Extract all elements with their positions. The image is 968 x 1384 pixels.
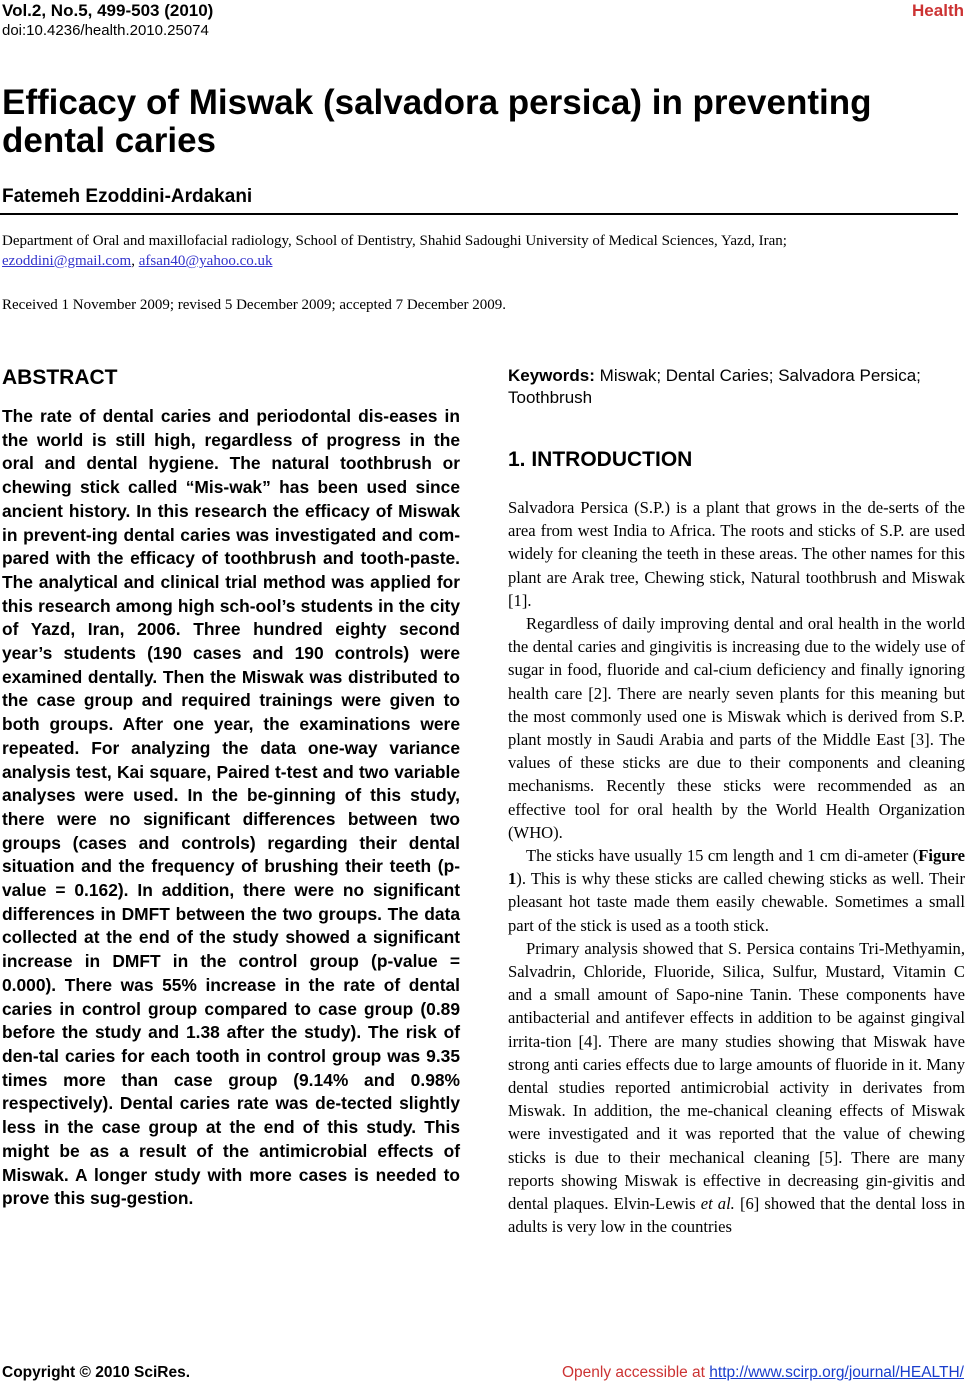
abstract-heading: ABSTRACT xyxy=(2,366,118,389)
volume-info: Vol.2, No.5, 499-503 (2010) xyxy=(2,1,214,20)
paragraph xyxy=(508,844,965,937)
introduction-body xyxy=(508,496,965,1239)
paragraph: Salvadora Persica (S.P.) is a plant that grows in the de-serts of the area from west India to Africa. The roots and sticks of S.P. are used widely for cleaning the teeth in these areas. The other names for this plant are Arak tree, Chewing stick, Natural toothbrush and Miswak [1]. xyxy=(508,498,965,610)
journal-url-link[interactable]: http://www.scirp.org/journal/HEALTH/ xyxy=(709,1364,964,1381)
introduction-heading: 1. INTRODUCTION xyxy=(508,448,693,471)
email-separator: , xyxy=(131,253,135,269)
affiliation xyxy=(2,231,952,271)
email-link-1[interactable]: ezoddini@gmail.com xyxy=(2,253,132,269)
paragraph: Regardless of daily improving dental and oral health in the world the dental caries and gingivitis is increasing due to the widely use of sugar in food, fluoride and cal-cium deficiency and finally ignoring health care [2]. There are nearly seven plants for this meaning but the most commonly used one is Miswak which is derived from S.P. plant mostly in Saudi Arabia and parts of the Middle East [3]. The values of these sticks are due to their components and cleaning mechanisms. Recently these sticks were recommended as an effective tool for oral health by the World Health Organization (WHO). xyxy=(508,614,965,842)
keywords-text: Miswak; Dental Caries; Salvadora Persica; Toothbrush xyxy=(508,366,921,407)
title-divider xyxy=(0,213,958,215)
copyright: Copyright © 2010 SciRes. xyxy=(2,1364,191,1381)
affiliation-text: Department of Oral and maxillofacial radiology, School of Dentistry, Shahid Sadoughi University of Medical Sciences, Yazd, Iran; xyxy=(2,233,787,249)
open-access-note xyxy=(562,1363,964,1383)
author-name: Fatemeh Ezoddini-Ardakani xyxy=(2,186,253,207)
et-al: et al. xyxy=(700,1194,735,1214)
doi: doi:10.4236/health.2010.25074 xyxy=(2,22,209,39)
paragraph-text: [6] showed that the dental loss in adults is very low in the countries xyxy=(508,1194,965,1237)
paragraph-text: ). This is why these sticks are called chewing sticks as well. Their pleasant hot taste made them easily chewable. Sometimes a small part of the stick is used as a tooth stick. xyxy=(508,869,965,935)
abstract-text: The rate of dental caries and periodontal dis-eases in the world is still high, regardless of progress in the oral and dental hygiene. The natural toothbrush or chewing stick called “Mis-wak” has been used since ancient history. In this research the efficacy of Miswak in prevent-ing dental caries was investigated and com-pared with the efficacy of toothbrush and tooth-paste. The analytical and clinical trial method was applied for this research among high sch-ool’s students in the city of Yazd, Iran, 2006. Three hundred eighty second year’s students (190 cases and 190 controls) were examined dentally. Then the Miswak was distributed to the case group and required trainings were given to both groups. After one year, the examinations were repeated. For analyzing the data one-way variance analysis test, Kai square, Paired t-test and two variable analyses were used. In the be-ginning of this study, there were no significant differences between two groups (cases and controls) regarding their dental situation and the frequency of brushing their teeth (p-value = 0.162). In addition, there were no significant differences in DMFT between the two groups. The data collected at the end of the study showed a significant increase in DMFT in the control group (p-value = 0.000). There was 55% increase in the rate of dental caries in control group compared to case group (0.89 before the study and 1.38 after the study). The risk of den-tal caries for each tooth in control group was 9.35 times more than case group (9.14% and 0.98% respectively). Dental caries rate was de-tected slightly less in the case group at the end of this study. This might be as a result of the antimicrobial effects of Miswak. A longer study with more cases is needed to prove this sug-gestion. xyxy=(2,406,460,1209)
paragraph xyxy=(508,937,965,1239)
paragraph-text: Primary analysis showed that S. Persica contains Tri-Methyamin, Salvadrin, Chloride, Fluoride, Silica, Sulfur, Mustard, Vitamin C and a small amount of Sapo-nine Tanin. These components have antibacterial and antifever effects in addition to be against gingival irrita-tion [4]. There are many studies showing that Miswak have strong anti caries effects due to large amounts of fluoride in it. Many dental studies reported antimicrobial activity in derivates from Miswak. In addition, the me-chanical cleaning effects of Miswak were investigated and it was reported that the value of chewing sticks is due to their mechanical cleaning [5]. There are many reports showing Miswak is effective in decreasing gin-givitis and dental plaques. Elvin-Lewis xyxy=(508,938,965,1214)
keywords xyxy=(508,365,963,409)
keywords-label: Keywords: xyxy=(508,366,595,385)
figure-reference[interactable]: Figure 1 xyxy=(508,846,965,889)
paragraph-text: The sticks have usually 15 cm length and 1 cm di-ameter ( xyxy=(526,846,919,866)
email-link-2[interactable]: afsan40@yahoo.co.uk xyxy=(138,253,273,269)
access-text: Openly accessible at xyxy=(561,1364,710,1381)
journal-name: Health xyxy=(912,1,964,20)
article-title: Efficacy of Miswak (salvadora persica) in preventing dental caries xyxy=(2,83,872,160)
received-dates: Received 1 November 2009; revised 5 December 2009; accepted 7 December 2009. xyxy=(2,297,506,313)
